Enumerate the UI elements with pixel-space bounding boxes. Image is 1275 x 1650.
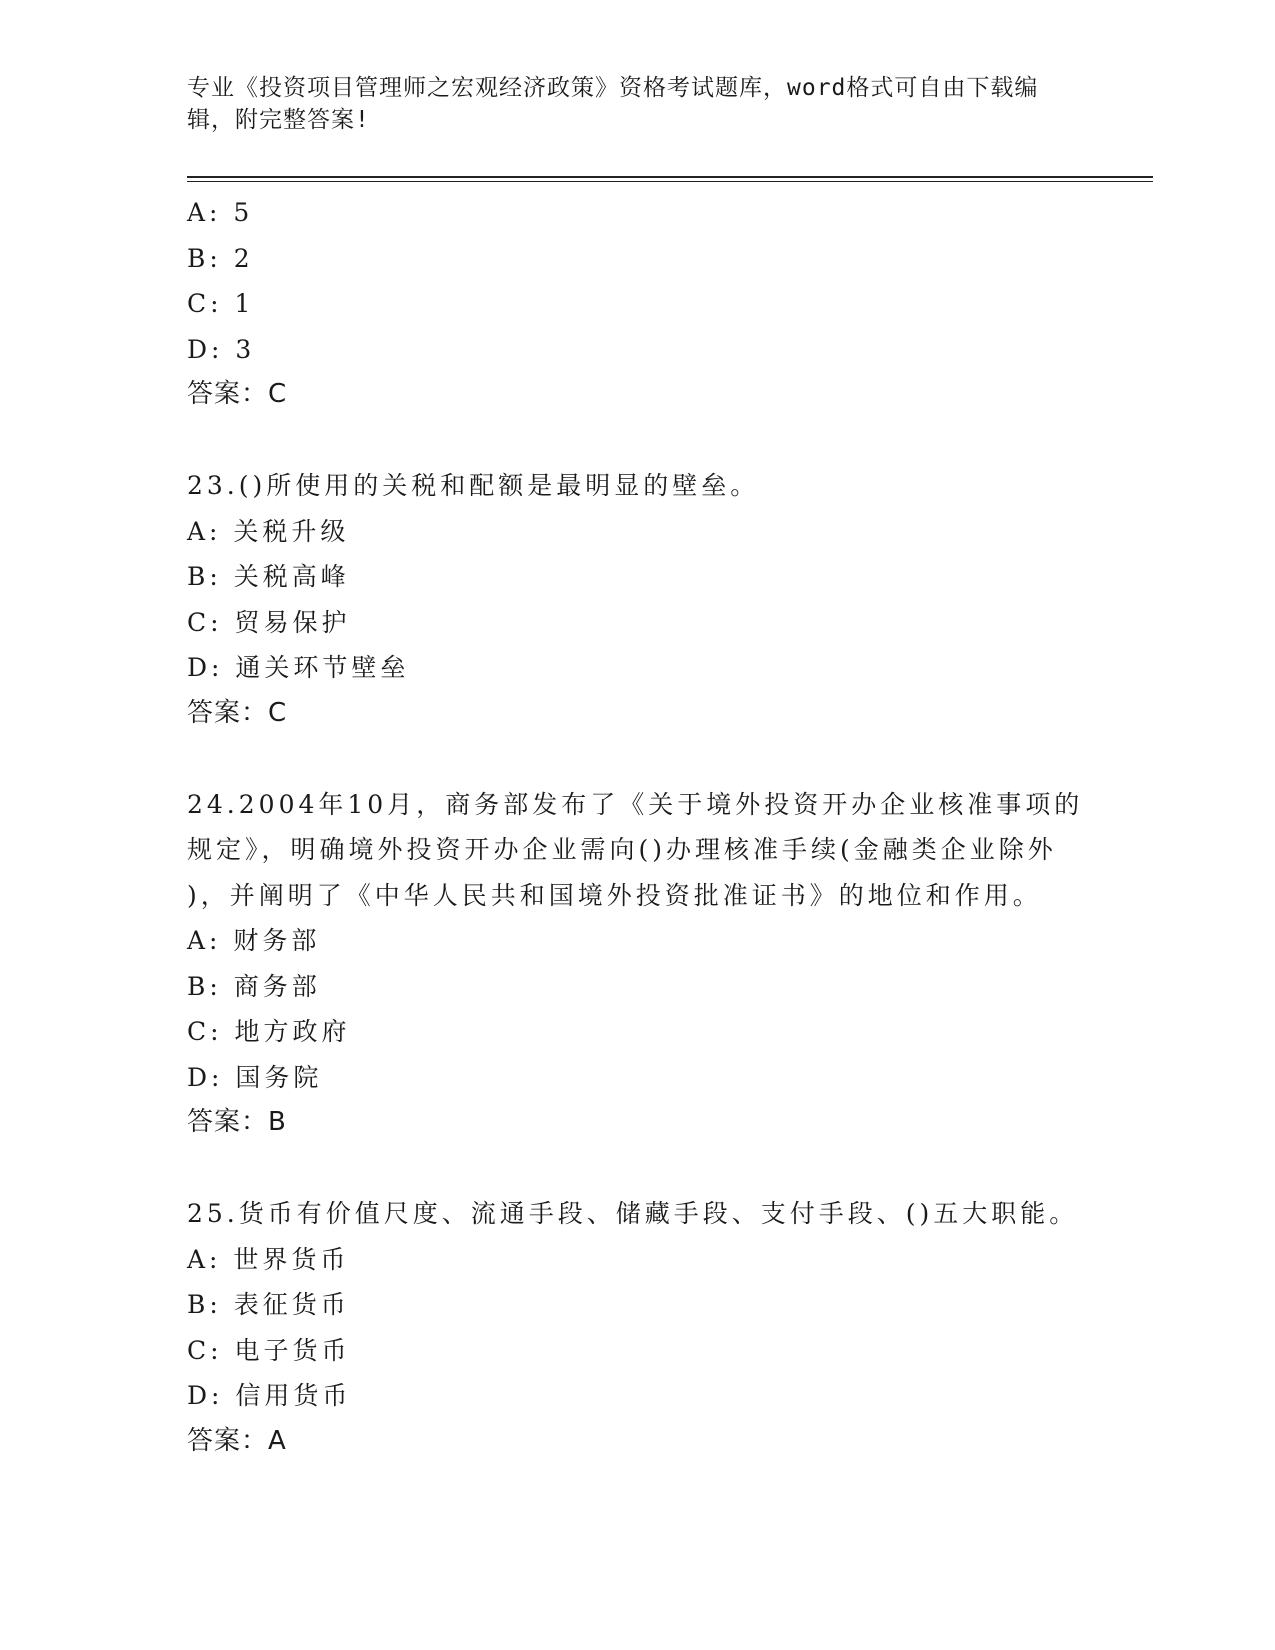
answer: 答案：A	[187, 1425, 287, 1456]
header-line-1: 专业《投资项目管理师之宏观经济政策》资格考试题库，word格式可自由下载编	[187, 75, 1039, 101]
question-stem: 25.货币有价值尺度、流通手段、储藏手段、支付手段、()五大职能。	[187, 1199, 1079, 1228]
option-d: D: 通关环节壁垒	[187, 653, 410, 682]
question-22-continuation	[187, 190, 1087, 418]
document-header	[187, 72, 1067, 136]
option-a: A: 关税升级	[187, 516, 350, 546]
question-stem: 23.()所使用的关税和配额是最明显的壁垒。	[187, 471, 760, 500]
option-b: B: 2	[187, 243, 254, 273]
header-rule-thick	[187, 176, 1153, 178]
option-c: C: 1	[187, 289, 255, 318]
option-c: C: 地方政府	[187, 1017, 351, 1046]
answer: 答案：C	[187, 379, 288, 409]
question-stem-line-2: 规定》，明确境外投资开办企业需向()办理核准手续(金融类企业除外	[187, 835, 1057, 864]
question-25	[187, 1191, 1087, 1464]
header-rule-thin	[187, 181, 1153, 182]
option-a: A: 世界货币	[187, 1244, 350, 1274]
question-list	[187, 190, 1087, 1464]
option-c: C: 电子货币	[187, 1335, 351, 1365]
option-d: D: 国务院	[187, 1062, 323, 1092]
option-d: D: 3	[187, 334, 256, 364]
spacer	[187, 1146, 1087, 1192]
question-stem-line-1: 24.2004年10月，商务部发布了《关于境外投资开办企业核准事项的	[187, 789, 1084, 819]
question-stem-line-3: )，并阐明了《中华人民共和国境外投资批准证书》的地位和作用。	[187, 880, 1042, 910]
option-a: A: 财务部	[187, 926, 321, 955]
option-b: B: 商务部	[187, 971, 321, 1001]
header-line-2: 辑，附完整答案!	[187, 107, 370, 133]
answer: 答案：B	[187, 1107, 287, 1137]
option-b: B: 关税高峰	[187, 562, 350, 591]
answer: 答案：C	[187, 697, 288, 728]
option-c: C: 贸易保护	[187, 607, 351, 637]
option-d: D: 信用货币	[187, 1381, 352, 1410]
spacer	[187, 736, 1087, 782]
question-23	[187, 463, 1087, 736]
option-b: B: 表征货币	[187, 1290, 350, 1319]
spacer	[187, 418, 1087, 464]
question-24	[187, 782, 1087, 1146]
option-a: A: 5	[187, 198, 254, 227]
